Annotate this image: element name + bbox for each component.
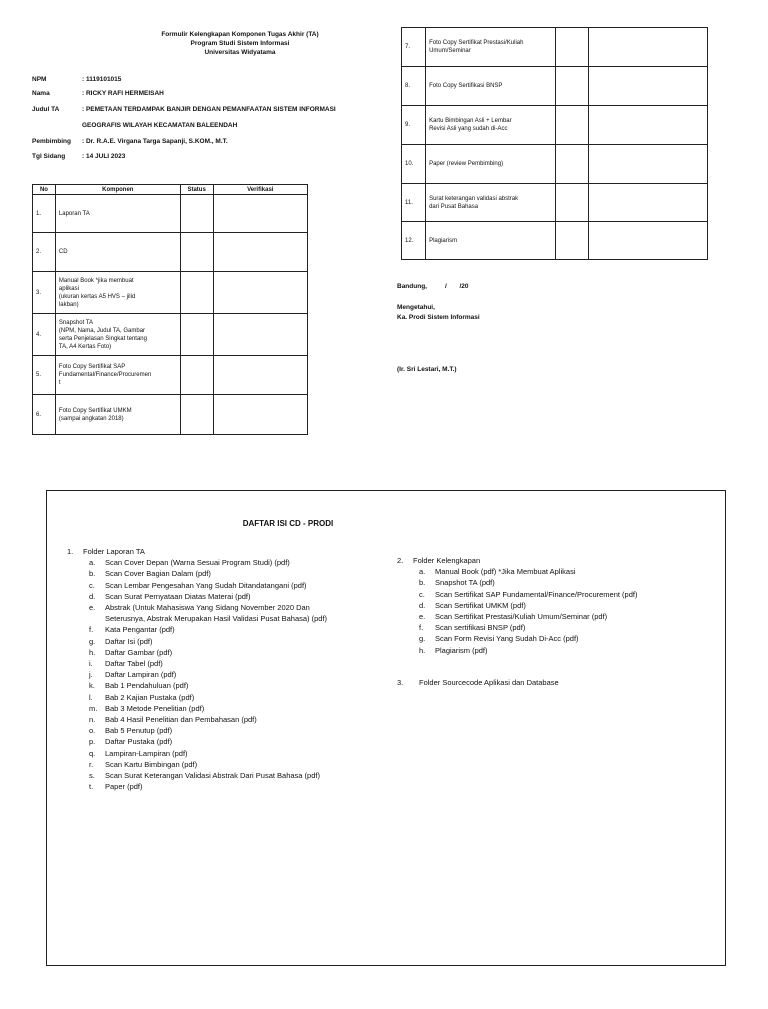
row-komponen: [426, 145, 555, 184]
list-item: [89, 692, 407, 703]
komponen-line: Paper (review Pembimbing): [429, 161, 504, 167]
status-cell[interactable]: [180, 356, 213, 395]
status-cell[interactable]: [555, 106, 588, 145]
verifikasi-cell[interactable]: [588, 28, 707, 67]
section-folder-laporan: [67, 546, 407, 792]
list-item-letter: b.: [89, 569, 96, 579]
list-item: [89, 669, 407, 680]
list-item-text: Daftar Gambar (pdf): [105, 647, 173, 657]
komponen-line: Foto Copy Sertifikat SAP: [58, 364, 126, 370]
row-no: 12.: [402, 222, 426, 260]
list-item: [89, 636, 407, 647]
komponen-line: dari Pusat Bahasa: [429, 203, 479, 210]
signer-name: (Ir. Sri Lestari, M.T.): [397, 366, 457, 373]
list-item: [89, 647, 407, 658]
list-item-letter: f.: [89, 625, 94, 635]
list-item: [89, 725, 407, 736]
list-item-text: Kata Pengantar (pdf): [105, 625, 175, 635]
list-item-text: Scan Form Revisi Yang Sudah Di-Acc (pdf): [435, 634, 579, 644]
list-item-text: Scan Cover Bagian Dalam (pdf): [105, 569, 211, 579]
table-row: [402, 28, 708, 67]
list-item: [89, 703, 407, 714]
row-komponen: [55, 195, 180, 233]
list-item: [89, 748, 407, 759]
komponen-line: serta Penjelasan Singkat tentang: [58, 335, 147, 342]
row-no: 2.: [33, 233, 56, 272]
field-nama: [32, 89, 164, 98]
place-date: Bandung, / /20: [397, 283, 469, 290]
list-item-text: Scan Sertifikat SAP Fundamental/Finance/Procurement (pdf): [435, 589, 638, 599]
table-row: [402, 222, 708, 260]
signer-role: Ka. Prodi Sistem Informasi: [397, 314, 480, 321]
komponen-line: CD: [58, 249, 68, 255]
section-label: Folder Sourcecode Aplikasi dan Database: [419, 678, 559, 687]
list-item: [89, 680, 407, 691]
list-item: [89, 591, 407, 602]
list-item-text: Lampiran-Lampiran (pdf): [105, 748, 188, 758]
verifikasi-cell[interactable]: [213, 195, 307, 233]
list-item-text: Plagiarism (pdf): [435, 645, 488, 655]
header-verifikasi: Verifikasi: [213, 185, 307, 195]
komponen-line: Manual Book *jika membuat: [58, 277, 134, 284]
status-cell[interactable]: [555, 145, 588, 184]
verifikasi-cell[interactable]: [588, 222, 707, 260]
row-no: 8.: [402, 67, 426, 106]
section-number: 2.: [397, 556, 404, 565]
header-status: Status: [180, 185, 213, 195]
row-komponen: [55, 395, 180, 435]
known-by: Mengetahui,: [397, 304, 435, 311]
status-cell[interactable]: [180, 195, 213, 233]
row-komponen: [55, 314, 180, 356]
table-row: [33, 233, 308, 272]
list-item-letter: b.: [419, 578, 426, 588]
section-heading: [397, 555, 722, 566]
list-item: [419, 633, 722, 644]
row-no: 1.: [33, 195, 56, 233]
table-row: [33, 356, 308, 395]
list-item: [419, 622, 722, 633]
komponen-line: aplikasi: [58, 285, 79, 292]
field-label: Judul TA: [32, 106, 60, 113]
row-komponen: [426, 106, 555, 145]
form-title-line: Program Studi Sistem Informasi: [190, 40, 290, 47]
list-item: [419, 577, 722, 588]
section-number: 1.: [67, 547, 74, 556]
field-label: Pembimbing: [32, 138, 72, 145]
row-no: 5.: [33, 356, 56, 395]
list-item-letter: c.: [419, 589, 425, 599]
list-item: [89, 602, 407, 613]
list-item: [89, 557, 407, 568]
list-item-text: Scan Surat Pernyataan Diatas Materai (pdf): [105, 591, 251, 601]
list-item-letter: a.: [419, 567, 426, 577]
list-item-text: Abstrak (Untuk Mahasiswa Yang Sidang November 2020 Dan: [105, 603, 310, 613]
section-folder-kelengkapan: [397, 555, 722, 656]
komponen-line: Kartu Bimbingan Asli + Lembar: [429, 118, 512, 124]
list-item-letter: g.: [419, 634, 426, 644]
list-item-text: Paper (pdf): [105, 782, 143, 792]
row-komponen: [426, 184, 555, 222]
komponen-line: Laporan TA: [58, 210, 90, 217]
list-item: [419, 600, 722, 611]
list-item-letter: e.: [419, 612, 426, 622]
list-item-letter: l.: [89, 692, 93, 702]
row-no: 7.: [402, 28, 426, 67]
komponen-line: Snapshot TA: [58, 319, 94, 326]
list-item-letter: c.: [89, 580, 95, 590]
section-number: 3.: [397, 678, 404, 687]
section-items: [67, 557, 407, 792]
status-cell[interactable]: [555, 222, 588, 260]
form-title-line: Formulir Kelengkapan Komponen Tugas Akhir (TA): [161, 31, 319, 38]
row-komponen: [55, 233, 180, 272]
field-label: NPM: [32, 76, 47, 83]
field-judul-cont: [32, 121, 237, 130]
list-item-letter: i.: [89, 659, 93, 669]
table-row: [33, 395, 308, 435]
field-value: GEOGRAFIS WILAYAH KECAMATAN BALEENDAH: [82, 122, 238, 129]
table-row: [33, 314, 308, 356]
checklist-table-right: [401, 27, 708, 260]
list-item-text: Scan Kartu Bimbingan (pdf): [105, 759, 198, 769]
list-item-text: Bab 3 Metode Penelitian (pdf): [105, 703, 205, 713]
field-npm: [32, 75, 121, 84]
list-item: [419, 589, 722, 600]
list-item-letter: o.: [89, 726, 96, 736]
section-items: [397, 566, 722, 656]
komponen-line: t: [58, 380, 61, 386]
field-value: : 1119101015: [82, 76, 122, 83]
list-item: [419, 645, 722, 656]
status-cell[interactable]: [555, 28, 588, 67]
row-komponen: [426, 67, 555, 106]
row-no: 10.: [402, 145, 426, 184]
cd-contents-box: [46, 490, 726, 966]
status-cell[interactable]: [180, 395, 213, 435]
status-cell[interactable]: [180, 233, 213, 272]
komponen-line: Umum/Seminar: [429, 48, 471, 54]
list-item-letter: m.: [89, 703, 98, 713]
status-cell[interactable]: [555, 67, 588, 106]
table-row: [402, 67, 708, 106]
checklist-table-left: [32, 184, 308, 435]
row-komponen: [426, 28, 555, 67]
list-item-letter: g.: [89, 636, 96, 646]
list-item-letter: s.: [89, 771, 95, 781]
field-judul: [32, 105, 336, 114]
komponen-line: (NPM, Nama, Judul TA, Gambar: [58, 327, 146, 334]
list-item: [89, 568, 407, 579]
list-item-text: Scan Sertifikat UMKM (pdf): [435, 600, 526, 610]
list-item-letter: n.: [89, 715, 96, 725]
row-no: 3.: [33, 272, 56, 314]
list-item: [89, 658, 407, 669]
komponen-line: lakban): [58, 301, 79, 308]
list-item-letter: k.: [89, 681, 95, 691]
list-item-text: Daftar Tabel (pdf): [105, 659, 163, 669]
list-item: [89, 759, 407, 770]
list-item-text: Scan Lembar Pengesahan Yang Sudah Ditandatangani (pdf): [105, 580, 307, 590]
list-item-letter: d.: [419, 600, 426, 610]
list-item-letter: q.: [89, 748, 96, 758]
row-no: 6.: [33, 395, 56, 435]
list-item-letter: t.: [89, 782, 94, 792]
list-item-letter: r.: [89, 759, 94, 769]
field-label: Nama: [32, 90, 50, 97]
field-value: : RICKY RAFI HERMEISAH: [82, 90, 164, 97]
table-row: [402, 106, 708, 145]
list-item-text: Daftar Lampiran (pdf): [105, 670, 177, 680]
table-header-row: [33, 185, 308, 195]
list-item-text: Snapshot TA (pdf): [435, 578, 495, 588]
verifikasi-cell[interactable]: [213, 233, 307, 272]
komponen-line: Surat keterangan validasi abstrak: [429, 195, 519, 202]
list-item-letter: h.: [89, 647, 96, 657]
row-no: 9.: [402, 106, 426, 145]
form-title-line: Universitas Widyatama: [204, 49, 276, 56]
list-item: [89, 613, 407, 624]
row-komponen: [55, 272, 180, 314]
komponen-line: Foto Copy Sertifikasi BNSP: [429, 83, 503, 89]
list-item-letter: h.: [419, 645, 426, 655]
list-item-letter: p.: [89, 737, 96, 747]
row-no: 4.: [33, 314, 56, 356]
list-item: [419, 611, 722, 622]
list-item: [89, 624, 407, 635]
field-pembimbing: [32, 137, 228, 146]
komponen-line: Plagiarism: [429, 237, 458, 244]
verifikasi-cell[interactable]: [213, 314, 307, 356]
table-row: [33, 195, 308, 233]
list-item-text: Scan sertifikasi BNSP (pdf): [435, 623, 526, 633]
list-item-letter: a.: [89, 558, 96, 568]
komponen-line: TA, A4 Kertas Foto): [58, 343, 112, 350]
list-item-text: Bab 2 Kajian Pustaka (pdf): [105, 692, 195, 702]
verifikasi-cell[interactable]: [588, 106, 707, 145]
list-item-text: Daftar Isi (pdf): [105, 636, 153, 646]
header-komponen: Komponen: [55, 185, 180, 195]
list-item-letter: f.: [419, 623, 424, 633]
list-item: [89, 580, 407, 591]
header-no: No: [33, 185, 56, 195]
list-item-text: Daftar Pustaka (pdf): [105, 737, 173, 747]
row-komponen: [426, 222, 555, 260]
list-item-letter: e.: [89, 603, 96, 613]
table-row: [33, 272, 308, 314]
form-title: [30, 30, 450, 57]
list-item-text: Seterusnya, Abstrak Merupakan Hasil Validasi Pusat Bahasa) (pdf): [105, 614, 328, 624]
list-item: [89, 736, 407, 747]
field-tgl-sidang: [32, 152, 125, 161]
list-item-text: Bab 1 Pendahuluan (pdf): [105, 681, 189, 691]
status-cell[interactable]: [555, 184, 588, 222]
list-item-text: Scan Sertifikat Prestasi/Kuliah Umum/Seminar (pdf): [435, 612, 608, 622]
list-item-text: Scan Cover Depan (Warna Sesuai Program Studi) (pdf): [105, 558, 290, 568]
komponen-line: Revisi Asli yang sudah di-Acc: [429, 126, 508, 132]
list-item-text: Scan Surat Keterangan Validasi Abstrak Dari Pusat Bahasa (pdf): [105, 771, 320, 781]
list-item: [89, 781, 407, 792]
komponen-line: Fundamental/Finance/Procuremen: [58, 372, 152, 378]
table-row: [402, 184, 708, 222]
row-komponen: [55, 356, 180, 395]
komponen-line: (sampai angkatan 2018): [58, 415, 124, 422]
cd-title: DAFTAR ISI CD - PRODI: [242, 519, 334, 528]
verifikasi-cell[interactable]: [213, 272, 307, 314]
row-no: 11.: [402, 184, 426, 222]
field-value: : PEMETAAN TERDAMPAK BANJIR DENGAN PEMANFAATAN SISTEM INFORMASI: [82, 106, 336, 113]
verifikasi-cell[interactable]: [588, 67, 707, 106]
section-label: Folder Laporan TA: [83, 547, 145, 556]
field-label: Tgl Sidang: [32, 153, 66, 160]
field-value: : 14 JULI 2023: [82, 153, 126, 160]
verifikasi-cell[interactable]: [213, 395, 307, 435]
list-item-letter: d.: [89, 591, 96, 601]
section-folder-sourcecode: [397, 677, 722, 688]
list-item: [89, 770, 407, 781]
komponen-line: Foto Copy Sertifikat UMKM: [58, 407, 132, 414]
komponen-line: Foto Copy Sertifikat Prestasi/Kuliah: [429, 40, 524, 46]
section-label: Folder Kelengkapan: [413, 556, 481, 565]
list-item: [89, 714, 407, 725]
field-value: : Dr. R.A.E. Virgana Targa Sapanji, S.KOM., M.T.: [82, 138, 228, 145]
list-item-text: Manual Book (pdf) *Jika Membuat Aplikasi: [435, 567, 576, 577]
list-item: [419, 566, 722, 577]
komponen-line: (ukuran kertas A5 HVS – jilid: [58, 293, 136, 300]
status-cell[interactable]: [180, 272, 213, 314]
list-item-text: Bab 4 Hasil Penelitian dan Pembahasan (pdf): [105, 715, 257, 725]
verifikasi-cell[interactable]: [588, 184, 707, 222]
table-row: [402, 145, 708, 184]
list-item-letter: j.: [89, 670, 93, 680]
verifikasi-cell[interactable]: [588, 145, 707, 184]
list-item-text: Bab 5 Penutup (pdf): [105, 726, 173, 736]
section-heading: [67, 546, 407, 557]
verifikasi-cell[interactable]: [213, 356, 307, 395]
status-cell[interactable]: [180, 314, 213, 356]
